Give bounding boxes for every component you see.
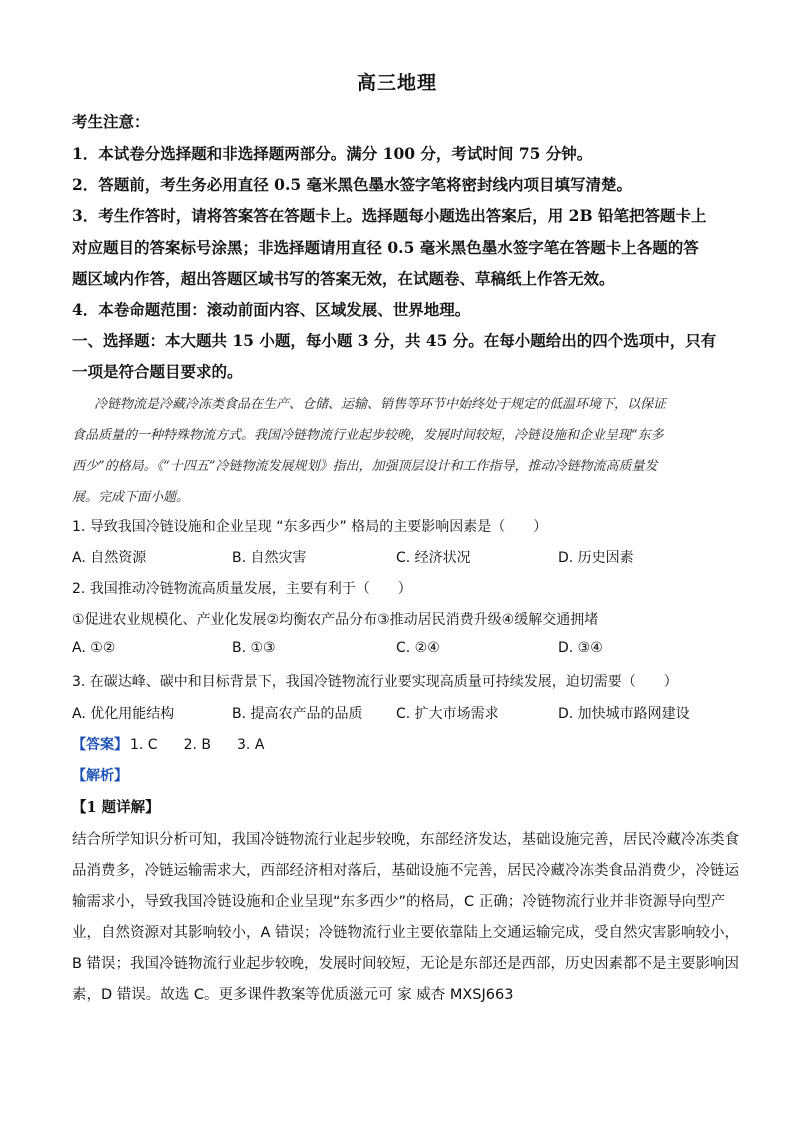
question-3-option-b: B. 提高农产品的品质 bbox=[232, 706, 363, 722]
passage-line: 展。完成下面小题。 bbox=[72, 490, 190, 505]
analysis-line: B 错误；我国冷链物流行业起步较晚，发展时间较短，无论是东部还是西部，历史因素都不是主要影响因 bbox=[72, 956, 740, 972]
answer-row bbox=[72, 734, 264, 754]
question-3-stem: 3. 在碳达峰、碳中和目标背景下，我国冷链物流行业要实现高质量可持续发展，迫切需要（ ） bbox=[72, 674, 678, 690]
question-3-option-d: D. 加快城市路网建设 bbox=[558, 706, 690, 722]
notice-line: 2．答题前，考生务必用直径 0.5 毫米黑色墨水签字笔将密封线内项目填写清楚。 bbox=[72, 175, 633, 194]
question-2-option-a: A. ①② bbox=[72, 640, 116, 656]
analysis-line: 品消费多，冷链运输需求大，西部经济相对落后，基础设施不完善，居民冷藏冷冻类食品消费少，冷链运 bbox=[72, 863, 739, 879]
notice-line: 题区域内作答，超出答题区域书写的答案无效，在试题卷、草稿纸上作答无效。 bbox=[72, 269, 615, 288]
answer-value: 2. B bbox=[183, 737, 212, 753]
question-1-option-d: D. 历史因素 bbox=[558, 550, 634, 566]
analysis-line: 素，D 错误。故选 C。更多课件教案等优质滋元可 家 威杏 MXSJ663 bbox=[72, 987, 514, 1003]
question-2-option-c: C. ②④ bbox=[396, 640, 440, 656]
analysis-subtag: 【1 题详解】 bbox=[72, 799, 160, 816]
answer-tag: 【答案】 bbox=[72, 737, 128, 753]
passage-line: 食品质量的一种特殊物流方式。我国冷链物流行业起步较晚，发展时间较短，冷链设施和企业呈现“东多 bbox=[72, 428, 664, 443]
question-1-option-b: B. 自然灾害 bbox=[232, 550, 307, 566]
answer-value: 1. C bbox=[130, 737, 158, 753]
analysis-line: 结合所学知识分析可知，我国冷链物流行业起步较晚，东部经济发达，基础设施完善，居民冷藏冷冻类食 bbox=[72, 832, 739, 848]
analysis-line: 业，自然资源对其影响较小，A 错误；冷链物流行业主要依靠陆上交通运输完成，受自然灾害影响较小， bbox=[72, 925, 740, 941]
question-1-stem: 1. 导致我国冷链设施和企业呈现 “东多西少” 格局的主要影响因素是（ ） bbox=[72, 519, 548, 535]
section-heading: 一、选择题：本大题共 15 小题，每小题 3 分，共 45 分。在每小题给出的四个选项中，只有 bbox=[72, 331, 717, 350]
question-2-statements: ①促进农业规模化、产业化发展②均衡农产品分布③推动居民消费升级④缓解交通拥堵 bbox=[72, 612, 599, 628]
passage-line: 冷链物流是冷藏冷冻类食品在生产、仓储、运输、销售等环节中始终处于规定的低温环境下，以保证 bbox=[94, 397, 667, 412]
question-3-option-c: C. 扩大市场需求 bbox=[396, 706, 499, 722]
notice-line: 对应题目的答案标号涂黑；非选择题请用直径 0.5 毫米黑色墨水签字笔在答题卡上各题的答 bbox=[72, 238, 699, 257]
question-3-option-a: A. 优化用能结构 bbox=[72, 706, 175, 722]
notice-line: 3．考生作答时，请将答案答在答题卡上。选择题每小题选出答案后，用 2B 铅笔把答题卡上 bbox=[72, 206, 707, 225]
answer-value: 3. A bbox=[237, 737, 265, 753]
notice-line: 1．本试卷分选择题和非选择题两部分。满分 100 分，考试时间 75 分钟。 bbox=[72, 144, 593, 163]
notice-line: 4．本卷命题范围：滚动前面内容、区域发展、世界地理。 bbox=[72, 300, 471, 319]
page-title: 高三地理 bbox=[356, 72, 437, 94]
analysis-tag: 【解析】 bbox=[72, 768, 128, 784]
question-1-option-c: C. 经济状况 bbox=[396, 550, 471, 566]
question-2-option-b: B. ①③ bbox=[232, 640, 276, 656]
question-2-stem: 2. 我国推动冷链物流高质量发展，主要有利于（ ） bbox=[72, 581, 412, 597]
analysis-line: 输需求小，导致我国冷链设施和企业呈现“东多西少”的格局，C 正确；冷链物流行业并非资源导向型产 bbox=[72, 894, 726, 910]
question-1-option-a: A. 自然资源 bbox=[72, 550, 147, 566]
section-heading-cont: 一项是符合题目要求的。 bbox=[72, 362, 243, 381]
passage-line: 西少”的格局。《“十四五”冷链物流发展规划》指出，加强顶层设计和工作指导，推动冷链物流高质量发 bbox=[72, 459, 658, 474]
notice-heading: 考生注意： bbox=[72, 112, 150, 131]
question-2-option-d: D. ③④ bbox=[558, 640, 603, 656]
